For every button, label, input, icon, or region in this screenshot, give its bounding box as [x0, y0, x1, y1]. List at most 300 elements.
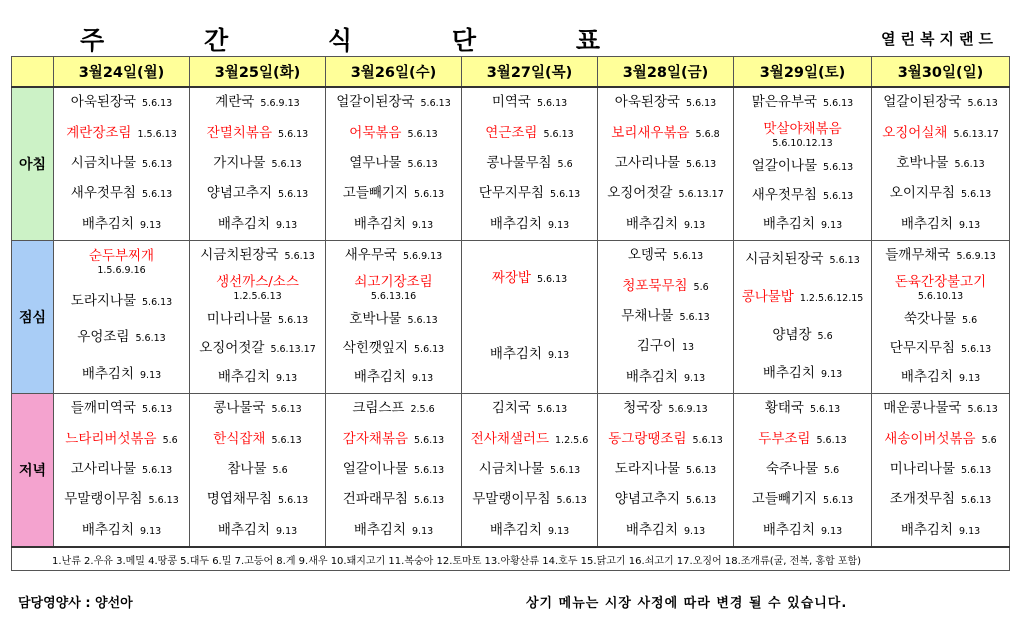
- menu-item: [190, 123, 325, 145]
- allergen-code: 5.6.13: [142, 404, 173, 416]
- allergen-code: 5.6.13: [407, 314, 438, 326]
- allergen-code: 9.13: [140, 525, 162, 537]
- menu-item: [872, 367, 1009, 389]
- menu-item-name: 양념고추지: [206, 185, 272, 202]
- menu-item-name: 맑은유부국: [751, 93, 817, 110]
- menu-item-name: 배추김치: [762, 216, 815, 233]
- day-header: 3월29일(토): [734, 57, 872, 88]
- menu-item-name: 오징어실채: [882, 124, 948, 141]
- allergen-code: 9.13: [821, 369, 843, 380]
- title-char: 간: [203, 26, 229, 55]
- menu-item: [462, 123, 597, 145]
- menu-item-name: 고들빼기지: [342, 185, 408, 202]
- menu-item-name: 호박나물: [349, 310, 402, 327]
- menu-item-name: 배추김치: [489, 215, 542, 232]
- menu-item-name: 청국장: [623, 400, 663, 417]
- menu-item-name: 콩나물무침: [486, 154, 552, 171]
- allergen-code: 5.6.13: [278, 128, 309, 140]
- allergen-code: 5.6: [824, 464, 840, 476]
- allergen-code: 5.6.13.17: [953, 128, 999, 140]
- menu-item-name: 무말랭이무침: [472, 491, 551, 508]
- meal-row: [12, 87, 1010, 241]
- menu-item: [872, 459, 1009, 481]
- allergen-code: 9.13: [548, 219, 570, 231]
- menu-item: [598, 398, 733, 420]
- menu-item-name: 황태국: [764, 400, 804, 417]
- menu-cell: [326, 241, 462, 394]
- allergen-code: 5.6.13: [407, 128, 438, 140]
- menu-item-name: 콩나물국: [213, 400, 266, 417]
- menu-item: [462, 489, 597, 511]
- menu-cell: [598, 394, 734, 548]
- allergen-code: 5.6.13: [271, 158, 302, 170]
- menu-item: [326, 92, 461, 114]
- menu-item: [190, 274, 325, 302]
- allergen-code: 5.6.13: [407, 158, 438, 170]
- menu-item: [734, 214, 871, 236]
- allergen-code: 5.6.13: [414, 189, 445, 201]
- day-header: 3월26일(수): [326, 57, 462, 88]
- menu-item: [190, 309, 325, 331]
- menu-item-name: 배추김치: [900, 369, 953, 386]
- menu-item-name: 새우젓무침: [70, 185, 136, 202]
- day-header: 3월30일(일): [872, 57, 1010, 88]
- menu-item: [54, 429, 189, 451]
- allergen-code: 5.6.13: [135, 333, 166, 345]
- menu-cell: [734, 87, 872, 241]
- menu-item-name: 청포묵무침: [622, 277, 688, 294]
- allergen-code: 5.6.13: [961, 189, 992, 201]
- allergen-code: 9.13: [959, 373, 981, 385]
- menu-item: [872, 429, 1009, 451]
- menu-cell: [872, 241, 1010, 394]
- allergen-code: 5.6.9.13: [956, 250, 996, 262]
- allergen-code: 2.5.6: [410, 404, 435, 416]
- menu-item: [598, 276, 733, 298]
- menu-item: [326, 338, 461, 360]
- allergen-code: 5.6.13: [142, 464, 173, 476]
- allergen-code: 5.6: [981, 434, 997, 446]
- menu-item: [598, 245, 733, 267]
- menu-item-name: 양념고추지: [614, 491, 680, 508]
- allergen-code: 9.13: [276, 219, 298, 231]
- menu-item: [462, 92, 597, 114]
- menu-item: [326, 459, 461, 481]
- menu-item-name: 아욱된장국: [614, 94, 680, 111]
- allergen-code: 9.13: [412, 373, 434, 385]
- menu-item: [190, 183, 325, 205]
- menu-item: [462, 183, 597, 205]
- title-char: 표: [575, 26, 600, 55]
- allergen-legend: 1.난류 2.우유 3.메밀 4.땅콩 5.대두 6.밀 7.고등어 8.게 9.새우 10.돼지고기 11.복숭아 12.토마토 13.아황산류 14.호두 15.닭고기 16.쇠고기 17.오징어 18.조개류(굴, 전복, 홍합 포함): [12, 547, 1010, 571]
- menu-item: [54, 214, 189, 236]
- allergen-code: 5.6.13: [823, 495, 854, 507]
- menu-item: [54, 291, 189, 313]
- allergen-code: 9.13: [412, 525, 434, 537]
- menu-item-name: 쑥갓나물: [903, 310, 957, 327]
- title-char: 단: [451, 26, 477, 55]
- allergen-code: 5.6.13.17: [270, 344, 316, 356]
- menu-item-name: 배추김치: [353, 521, 406, 538]
- menu-item-name: 새우젓무침: [751, 187, 817, 204]
- menu-item-name: 맛살야채볶음: [763, 120, 842, 137]
- menu-item: [326, 214, 461, 236]
- menu-item-name: 김치국: [491, 400, 531, 417]
- header-corner: [12, 57, 54, 88]
- menu-item: [462, 429, 597, 451]
- menu-cell: [326, 87, 462, 241]
- allergen-code: 5.6.13: [543, 128, 574, 140]
- allergen-code: 5.6.13.16: [370, 290, 417, 302]
- menu-item-name: 짜장밥: [491, 270, 531, 286]
- meal-row: [12, 241, 1010, 394]
- allergen-code: 13: [682, 342, 695, 354]
- allergen-code: 5.6.13: [829, 255, 860, 266]
- allergen-code: 5.6.13: [536, 404, 568, 416]
- allergen-code: 9.13: [821, 220, 843, 232]
- allergen-code: 1.5.6.9.16: [97, 265, 146, 277]
- allergen-code: 5.6.13: [284, 250, 315, 262]
- menu-item: [326, 309, 461, 331]
- menu-item: [872, 183, 1009, 205]
- allergen-code: 9.13: [959, 525, 981, 537]
- menu-item-name: 전사채샐러드: [470, 430, 549, 447]
- menu-item: [54, 398, 189, 420]
- menu-item-name: 오징어젓갈: [199, 340, 265, 357]
- menu-item-name: 잔멸치볶음: [206, 124, 272, 141]
- menu-item-name: 배추김치: [625, 215, 678, 232]
- allergen-code: 5.6.13: [142, 158, 173, 170]
- menu-item-name: 오징어젓갈: [607, 185, 673, 202]
- menu-item: [326, 245, 461, 267]
- menu-cell: [54, 87, 190, 241]
- menu-item: [734, 489, 871, 511]
- menu-item-name: 들깨무채국: [885, 246, 951, 263]
- menu-item-name: 배추김치: [900, 215, 953, 232]
- allergen-row: [12, 547, 1010, 571]
- meal-label: 저녁: [12, 394, 54, 548]
- menu-item: [734, 520, 871, 542]
- menu-cell: [734, 241, 872, 394]
- menu-item: [190, 489, 325, 511]
- menu-item-name: 참나물: [227, 460, 267, 477]
- menu-item-name: 미나리나물: [889, 460, 955, 477]
- menu-item: [326, 153, 461, 175]
- allergen-code: 5.6.13: [809, 404, 841, 416]
- menu-item-name: 배추김치: [81, 215, 134, 232]
- menu-item-name: 무채나물: [621, 307, 674, 324]
- allergen-code: 9.13: [548, 350, 570, 361]
- menu-item-name: 도라지나물: [70, 292, 136, 309]
- allergen-code: 5.6.8: [695, 128, 720, 140]
- organization-name: 열린복지랜드: [881, 30, 998, 48]
- menu-item-name: 순두부찌개: [88, 248, 155, 265]
- allergen-code: 5.6.13.17: [678, 189, 724, 201]
- meal-row: [12, 394, 1010, 548]
- menu-item: [872, 309, 1009, 331]
- menu-item: [598, 459, 733, 481]
- allergen-code: 9.13: [684, 525, 706, 537]
- allergen-code: 5.6.13: [142, 189, 173, 201]
- menu-item-name: 연근조림: [485, 124, 538, 141]
- menu-item-name: 계란국: [215, 94, 255, 111]
- menu-item: [54, 123, 189, 145]
- menu-item-name: 우엉조림: [77, 329, 130, 346]
- page-title: [80, 22, 600, 56]
- menu-item: [326, 489, 461, 511]
- menu-item: [462, 398, 597, 420]
- menu-item-name: 단무지무침: [889, 340, 955, 357]
- menu-item-name: 김구이: [636, 338, 677, 355]
- menu-item-name: 감자채볶음: [342, 430, 408, 447]
- menu-item: [872, 489, 1009, 511]
- menu-item: [190, 92, 325, 114]
- menu-cell: [326, 394, 462, 548]
- menu-item-name: 배추김치: [81, 521, 134, 538]
- menu-change-notice: 상기 메뉴는 시장 사정에 따라 변경 될 수 있습니다.: [526, 596, 848, 611]
- allergen-code: 5.6.13: [816, 434, 847, 446]
- menu-item-name: 고사리나물: [70, 460, 136, 477]
- menu-item-name: 얼갈이나물: [751, 157, 817, 174]
- menu-cell: [872, 394, 1010, 548]
- menu-item-name: 동그랑땡조림: [608, 430, 687, 447]
- menu-item-name: 미역국: [491, 94, 531, 111]
- menu-item: [872, 92, 1009, 114]
- allergen-code: 5.6.13: [142, 98, 173, 110]
- menu-item: [54, 459, 189, 481]
- allergen-code: 1.2.5.6.13: [233, 290, 282, 302]
- menu-item-name: 배추김치: [217, 215, 270, 232]
- menu-item: [734, 325, 871, 347]
- menu-item-name: 배추김치: [762, 365, 815, 381]
- menu-item-name: 배추김치: [217, 369, 270, 386]
- menu-cell: [190, 241, 326, 394]
- menu-item-name: 새우무국: [344, 246, 397, 263]
- day-header: 3월24일(월): [54, 57, 190, 88]
- menu-item-name: 들깨미역국: [70, 400, 136, 417]
- menu-item: [54, 489, 189, 511]
- allergen-code: 9.13: [140, 219, 162, 231]
- allergen-code: 5.6.13: [692, 434, 723, 446]
- menu-item-name: 배추김치: [353, 369, 406, 386]
- allergen-code: 5.6.13: [278, 314, 309, 326]
- allergen-code: 5.6.13: [556, 495, 587, 507]
- menu-item: [326, 274, 461, 302]
- allergen-code: 5.6.13: [142, 296, 173, 308]
- menu-item-name: 배추김치: [489, 521, 542, 538]
- menu-item-name: 삭힌깻잎지: [342, 340, 408, 357]
- menu-item: [872, 123, 1009, 145]
- allergen-code: 5.6.13: [672, 251, 704, 263]
- menu-item-name: 두부조림: [758, 430, 811, 447]
- allergen-code: 5.6.13: [954, 158, 985, 170]
- menu-item: [190, 429, 325, 451]
- allergen-code: 5.6.13: [823, 161, 854, 173]
- menu-item-name: 양념장: [772, 327, 812, 343]
- meal-label: 점심: [12, 241, 54, 394]
- menu-item-name: 배추김치: [489, 346, 542, 362]
- menu-item: [190, 367, 325, 389]
- menu-item: [598, 367, 733, 389]
- menu-item-name: 고사리나물: [614, 154, 680, 171]
- menu-item-name: 어묵볶음: [349, 124, 402, 141]
- allergen-code: 5.6.13: [686, 158, 717, 170]
- menu-item: [54, 327, 189, 349]
- menu-item-name: 배추김치: [762, 521, 815, 538]
- menu-item: [734, 92, 871, 114]
- menu-item: [462, 153, 597, 175]
- menu-item-name: 미나리나물: [206, 310, 272, 327]
- menu-item: [598, 153, 733, 175]
- menu-item: [872, 245, 1009, 267]
- allergen-code: 9.13: [140, 369, 162, 381]
- menu-cell: [734, 394, 872, 548]
- menu-cell: [54, 241, 190, 394]
- menu-item: [598, 520, 733, 542]
- allergen-code: 9.13: [821, 525, 843, 537]
- day-header: 3월28일(금): [598, 57, 734, 88]
- menu-item: [598, 92, 733, 114]
- menu-item: [734, 363, 871, 385]
- allergen-code: 9.13: [959, 219, 981, 231]
- menu-item-name: 돈육간장불고기: [894, 273, 987, 290]
- menu-item: [734, 156, 871, 178]
- menu-item: [734, 249, 871, 271]
- menu-item: [190, 520, 325, 542]
- allergen-code: 5.6.9.13: [260, 98, 300, 110]
- menu-item-name: 오뎅국: [627, 247, 667, 264]
- allergen-code: 5.6.13: [414, 434, 445, 446]
- allergen-code: 5.6.13: [550, 464, 581, 476]
- menu-item-name: 배추김치: [900, 521, 953, 538]
- allergen-code: 9.13: [276, 525, 298, 537]
- menu-item: [190, 153, 325, 175]
- allergen-code: 1.2.5.6.12.15: [799, 293, 864, 304]
- day-header: 3월27일(목): [462, 57, 598, 88]
- allergen-code: 5.6.13: [271, 404, 302, 416]
- menu-item: [734, 121, 871, 149]
- menu-item-name: 콩나물밥: [741, 289, 794, 305]
- allergen-code: 5.6.9.13: [402, 250, 443, 262]
- menu-item: [598, 336, 733, 358]
- menu-item: [734, 459, 871, 481]
- menu-item-name: 크림스프: [352, 400, 405, 417]
- menu-item: [734, 398, 871, 420]
- menu-cell: [190, 87, 326, 241]
- allergen-code: 5.6.13: [550, 189, 581, 201]
- title-char: 주: [80, 26, 105, 55]
- menu-item: [54, 248, 189, 276]
- dietitian-name: 담당영양사 : 양선아: [18, 596, 133, 611]
- menu-item-name: 매운콩나물국: [883, 400, 962, 417]
- title-char: 식: [327, 26, 353, 55]
- allergen-code: 5.6: [272, 464, 288, 476]
- allergen-code: 5.6.13: [686, 495, 717, 507]
- allergen-code: 5.6.13: [961, 344, 992, 356]
- menu-item: [598, 429, 733, 451]
- menu-item-name: 느타리버섯볶음: [65, 430, 157, 447]
- menu-item: [734, 185, 871, 207]
- allergen-code: 5.6.13: [967, 98, 998, 110]
- menu-item: [872, 398, 1009, 420]
- menu-item: [190, 459, 325, 481]
- allergen-code: 5.6.13: [823, 97, 854, 109]
- menu-item: [462, 459, 597, 481]
- allergen-code: 5.6.13: [148, 495, 179, 507]
- menu-item: [462, 520, 597, 542]
- menu-item: [598, 123, 733, 145]
- menu-item-name: 단무지무침: [478, 185, 544, 202]
- allergen-code: 1.2.5.6: [555, 434, 589, 446]
- menu-item: [734, 287, 871, 309]
- menu-item: [598, 214, 733, 236]
- menu-item-name: 호박나물: [896, 154, 949, 171]
- allergen-code: 5.6.13: [278, 495, 309, 507]
- day-header-row: [12, 57, 1010, 88]
- menu-item-name: 배추김치: [353, 215, 406, 232]
- allergen-code: 5.6.13: [823, 191, 854, 203]
- allergen-code: 9.13: [412, 219, 434, 231]
- menu-item: [872, 338, 1009, 360]
- allergen-code: 5.6.13: [686, 98, 717, 110]
- menu-item: [872, 274, 1009, 302]
- menu-item: [326, 398, 461, 420]
- menu-item-name: 얼갈이된장국: [336, 94, 415, 111]
- menu-item-name: 배추김치: [217, 521, 270, 538]
- allergen-code: 5.6.10.12.13: [772, 137, 833, 149]
- allergen-code: 5.6.13: [278, 189, 309, 201]
- menu-item-name: 얼갈이나물: [342, 460, 408, 477]
- allergen-code: 5.6.13: [420, 98, 451, 110]
- day-header: 3월25일(화): [190, 57, 326, 88]
- menu-item-name: 가지나물: [213, 154, 266, 171]
- menu-item-name: 계란장조림: [66, 124, 132, 141]
- menu-item: [598, 489, 733, 511]
- menu-item: [872, 520, 1009, 542]
- allergen-code: 5.6.13: [414, 495, 445, 507]
- allergen-code: 5.6.13: [414, 464, 445, 476]
- allergen-code: 9.13: [276, 373, 298, 385]
- menu-item: [54, 153, 189, 175]
- menu-item-name: 시금치된장국: [745, 251, 824, 267]
- menu-item-name: 아욱된장국: [70, 94, 136, 111]
- menu-item-name: 배추김치: [625, 368, 678, 385]
- menu-item: [54, 520, 189, 542]
- allergen-code: 5.6: [557, 158, 573, 170]
- menu-cell: [598, 87, 734, 241]
- allergen-code: 5.6.13: [967, 404, 998, 416]
- menu-item: [326, 429, 461, 451]
- meal-label: 아침: [12, 87, 54, 241]
- menu-item-name: 보리새우볶음: [611, 124, 690, 141]
- menu-item: [326, 183, 461, 205]
- menu-item-name: 배추김치: [625, 521, 678, 538]
- menu-cell: [462, 394, 598, 548]
- allergen-code: 5.6: [817, 331, 833, 342]
- menu-item: [872, 214, 1009, 236]
- allergen-code: 5.6.13: [536, 98, 568, 110]
- allergen-code: 1.5.6.13: [137, 128, 177, 140]
- allergen-code: 5.6.13: [271, 434, 302, 446]
- menu-cell: [872, 87, 1010, 241]
- allergen-code: 5.6.10.13: [917, 290, 964, 302]
- menu-item: [326, 123, 461, 145]
- allergen-code: 5.6: [693, 281, 709, 293]
- allergen-code: 5.6.13: [414, 344, 445, 356]
- menu-cell: [462, 87, 598, 241]
- allergen-code: 5.6: [962, 314, 978, 326]
- menu-item: [190, 398, 325, 420]
